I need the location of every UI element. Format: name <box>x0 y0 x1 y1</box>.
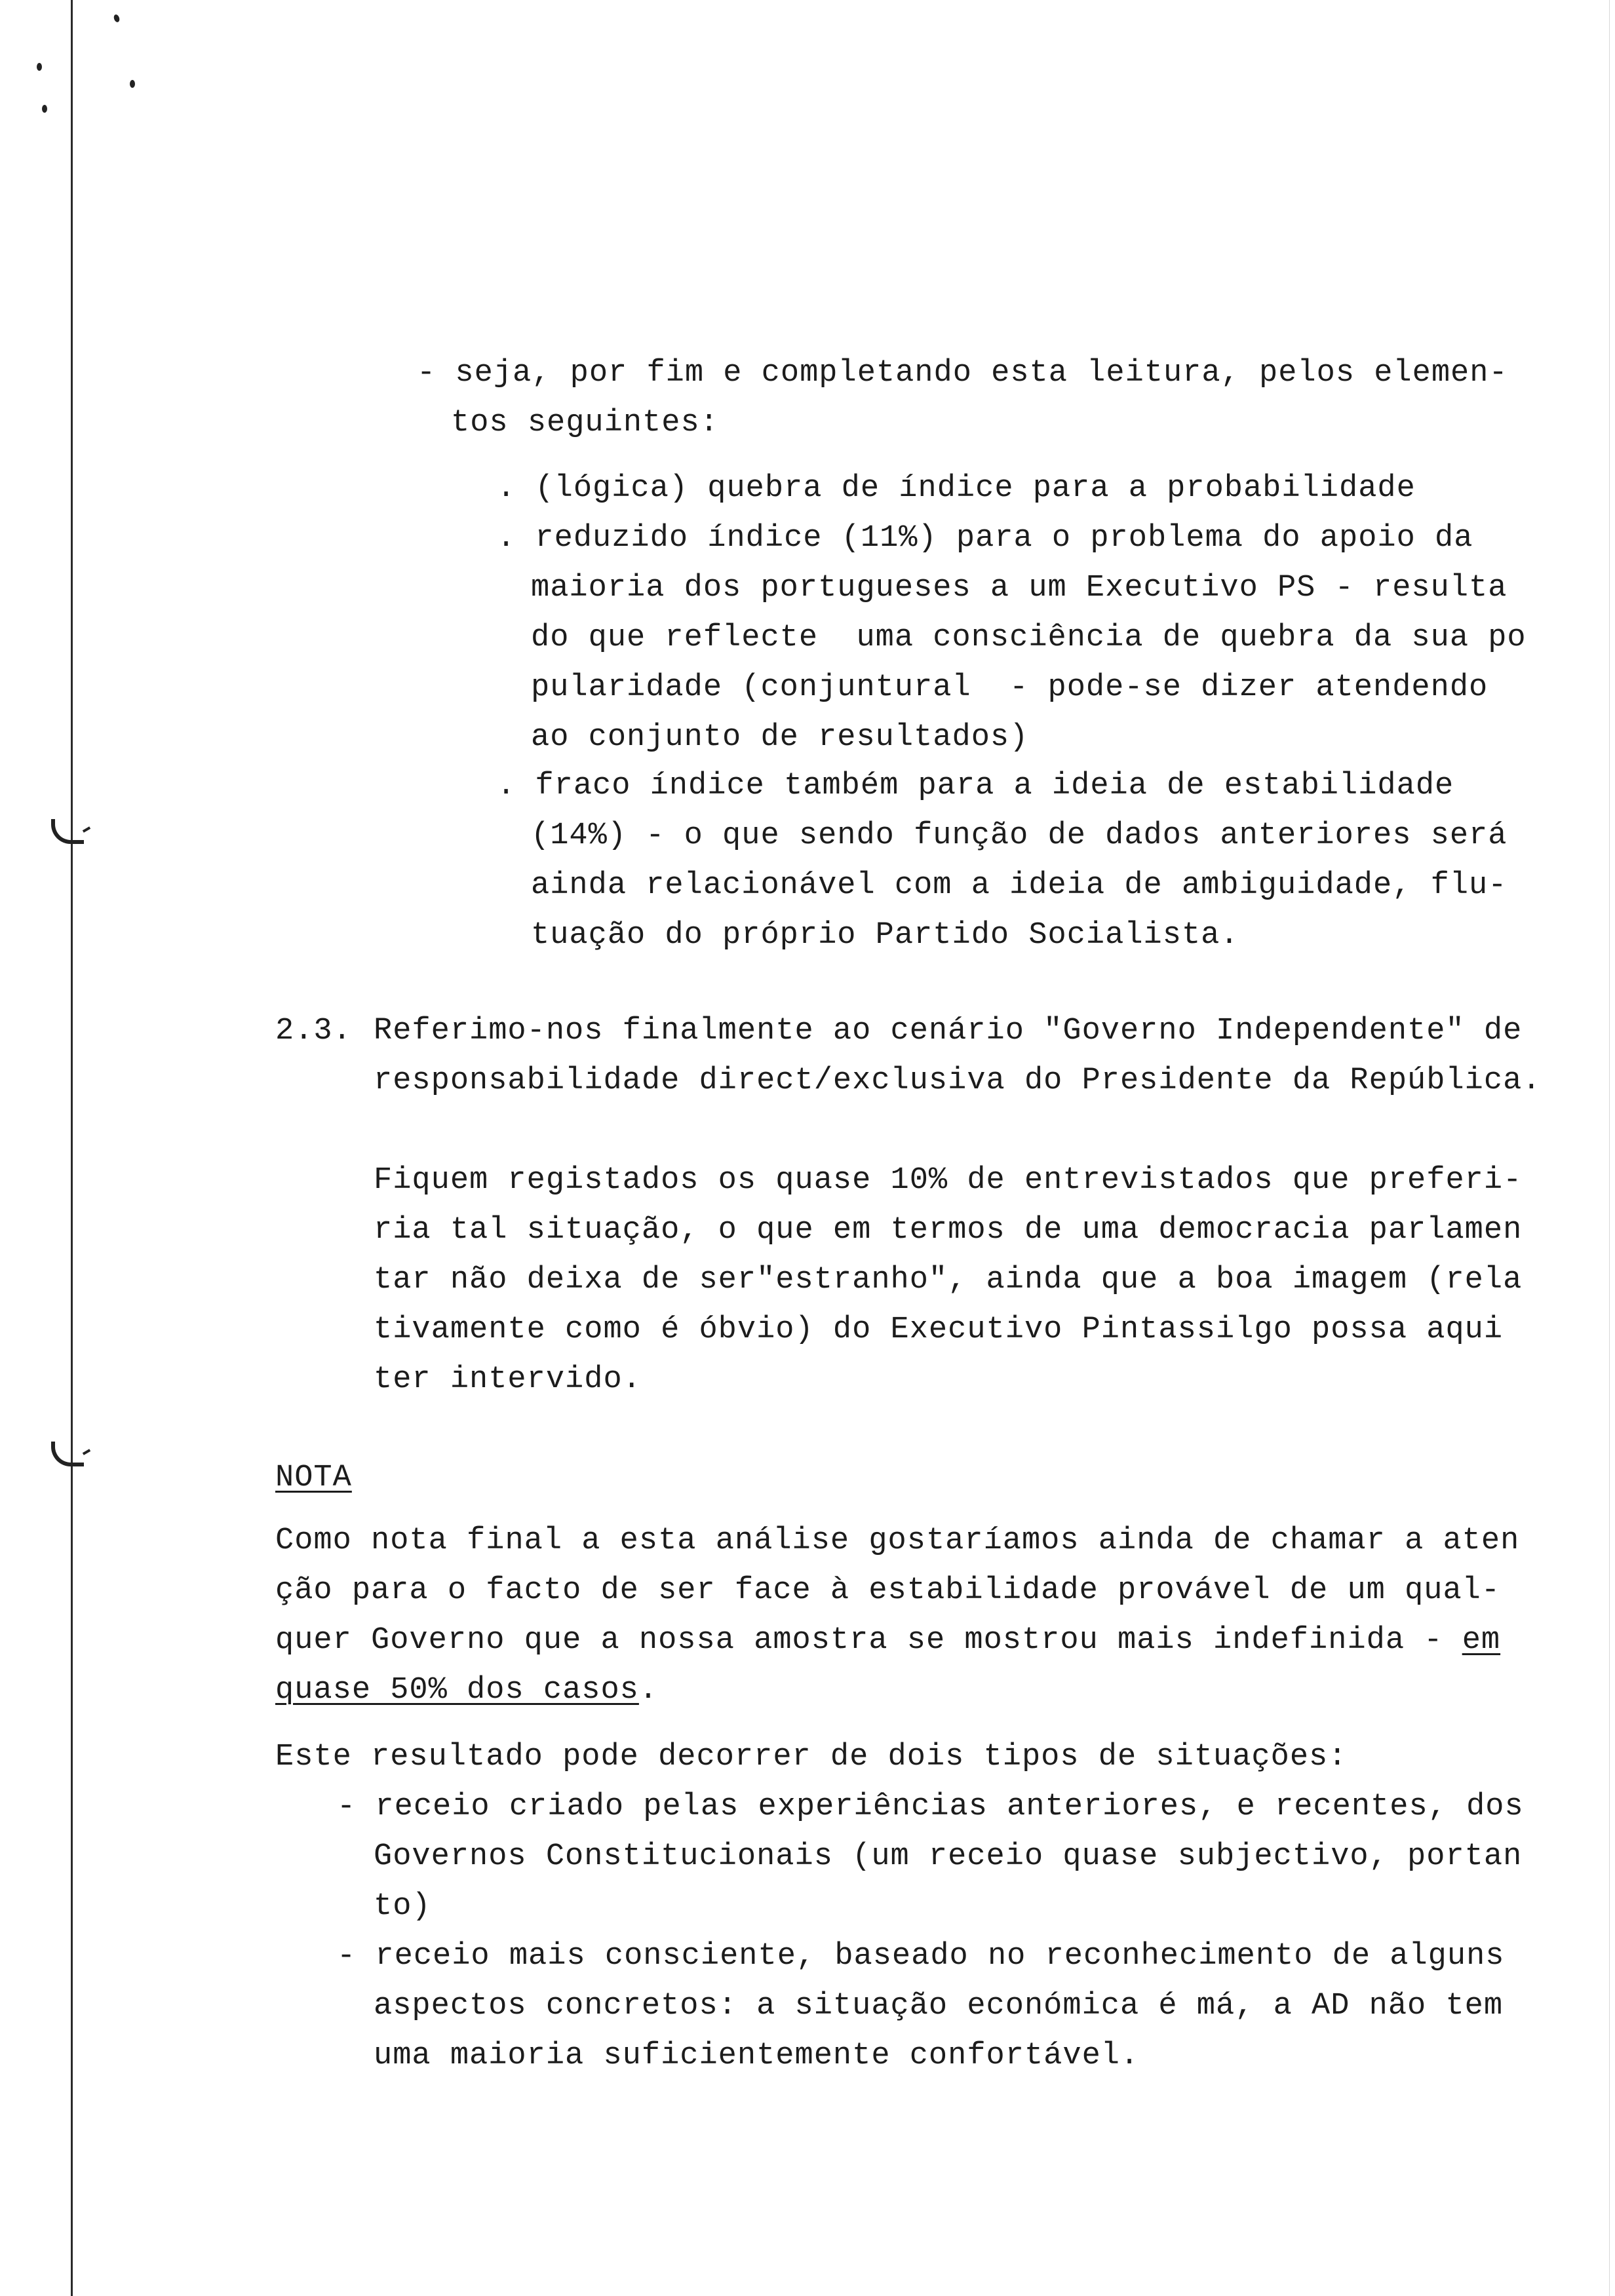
punch-dot <box>130 80 135 88</box>
nota-line <box>275 1671 658 1710</box>
binder-margin-line <box>71 0 73 2296</box>
punch-dot <box>42 105 47 113</box>
punch-dot <box>113 14 121 23</box>
intro-line: - seja, por fim e completando esta leitura, pelos elemen- <box>417 356 1508 391</box>
bullet-line: tuação do próprio Partido Socialista. <box>531 918 1239 953</box>
page-edge-line <box>1609 0 1610 2296</box>
punch-dot <box>37 63 42 71</box>
situation-line: to) <box>374 1889 431 1924</box>
bullet-line: ainda relacionável com a ideia de ambiguidade, flu- <box>531 868 1508 903</box>
situation-line: - receio mais consciente, baseado no reconhecimento de alguns <box>337 1939 1505 1974</box>
bullet-line: . (lógica) quebra de índice para a probabilidade <box>497 471 1416 506</box>
margin-tick-mark <box>51 819 84 844</box>
nota-line <box>275 1621 1500 1660</box>
margin-tick-mark <box>51 1442 84 1466</box>
nota-line-text: quer Governo que a nossa amostra se mostrou mais indefinida - <box>275 1623 1462 1658</box>
paragraph-line: Fiquem registados os quase 10% de entrevistados que preferi- <box>374 1163 1523 1198</box>
situations-intro: Este resultado pode decorrer de dois tipos de situações: <box>275 1740 1348 1774</box>
bullet-line: do que reflecte uma consciência de quebra da sua po <box>531 621 1527 655</box>
nota-line-text: . <box>638 1673 659 1708</box>
situation-line: uma maioria suficientemente confortável. <box>374 2038 1140 2073</box>
paragraph-line: tar não deixa de ser"estranho", ainda que a boa imagem (rela <box>374 1263 1523 1297</box>
bullet-line: (14%) - o que sendo função de dados anteriores será <box>531 818 1508 853</box>
nota-heading: NOTA <box>275 1461 352 1495</box>
situation-line: aspectos concretos: a situação económica é má, a AD não tem <box>374 1989 1504 2023</box>
nota-emphasis: quase 50% dos casos <box>275 1673 639 1708</box>
intro-line: tos seguintes: <box>451 406 719 440</box>
paragraph-line: tivamente como é óbvio) do Executivo Pintassilgo possa aqui <box>374 1312 1504 1347</box>
section-line: responsabilidade direct/exclusiva do Presidente da República. <box>374 1063 1542 1098</box>
situation-line: Governos Constitucionais (um receio quase subjectivo, portan <box>374 1839 1523 1874</box>
paragraph-line: ter intervido. <box>374 1362 642 1397</box>
paragraph-line: ria tal situação, o que em termos de uma democracia parlamen <box>374 1213 1523 1248</box>
bullet-line: . fraco índice também para a ideia de estabilidade <box>497 769 1454 803</box>
bullet-line: pularidade (conjuntural - pode-se dizer atendendo <box>531 670 1489 705</box>
section-line: Referimo-nos finalmente ao cenário "Governo Independente" de <box>374 1014 1523 1048</box>
nota-emphasis: em <box>1462 1623 1501 1658</box>
bullet-line: ao conjunto de resultados) <box>531 720 1029 755</box>
nota-line: ção para o facto de ser face à estabilidade provável de um qual- <box>275 1573 1501 1608</box>
bullet-line: . reduzido índice (11%) para o problema do apoio da <box>497 521 1473 556</box>
nota-line: Como nota final a esta análise gostaríamos ainda de chamar a aten <box>275 1523 1520 1558</box>
section-number: 2.3. <box>275 1014 352 1048</box>
bullet-line: maioria dos portugueses a um Executivo PS - resulta <box>531 571 1508 605</box>
situation-line: - receio criado pelas experiências anteriores, e recentes, dos <box>337 1789 1524 1824</box>
